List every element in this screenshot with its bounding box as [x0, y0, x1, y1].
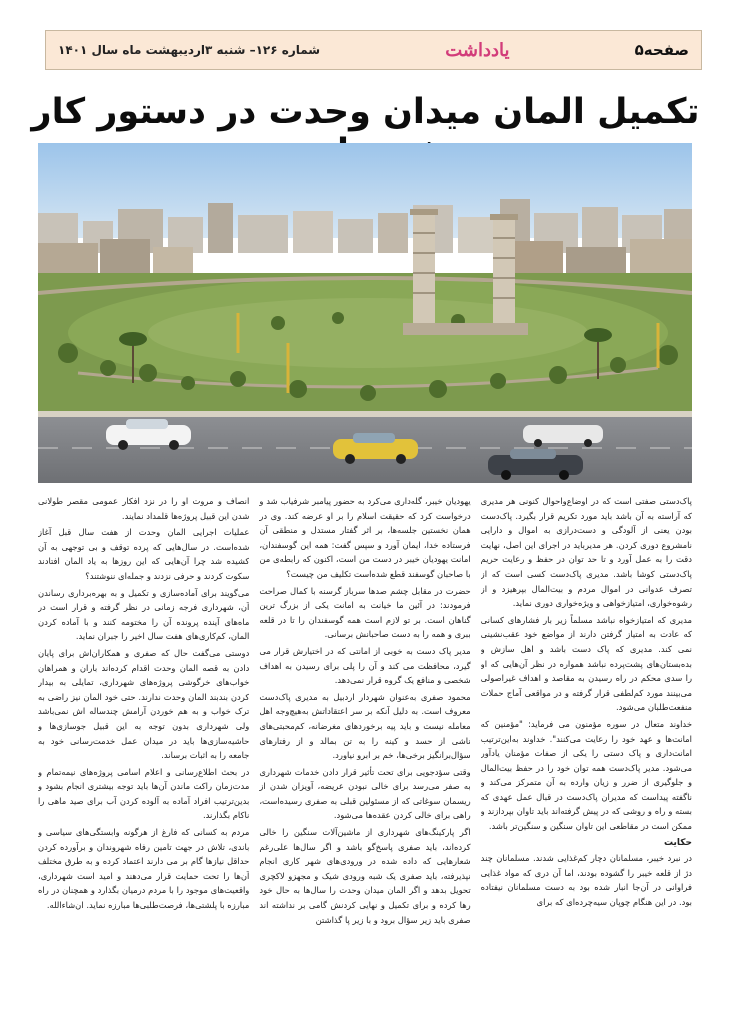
article-column-1 — [481, 494, 692, 1012]
article-subheading: حکایت — [663, 837, 692, 848]
page-number: صفحه۵ — [634, 41, 689, 59]
article-paragraph: حضرت در مقابل چشم صدها سرباز گرسنه با کمال صراحت فرمودند: در آئین ما خیانت به امانت یکی از بزرگ ترین گناهان است. بر تو لازم است همه گوسفندان را تا در قلعه ببری و همه را به دست صاحبانش برسانی. — [259, 585, 471, 640]
city-square-photo — [38, 143, 692, 483]
article-paragraph: مردم به کسانی که فارغ از هرگونه وابستگی‌های سیاسی و باندی، تلاش در جهت تامین رفاه شهروندان و برآورده کردن حداقل نیازها گام بر می دارند اعتماد کرده و به طرق مختلف آن‌ها را تحت حمایت قرار می‌دهند و امید است شهرداری، واقعیت‌های موجود را با مردم درمیان بگذارد و همچنان در راه مبارزه با پلشتی‌ها، فرصت‌طلبی‌ها مبارزه نماید. ان‌شاءالله. — [38, 827, 250, 911]
page-header — [45, 30, 702, 70]
article-paragraph: خداوند متعال در سوره مؤمنون می فرماید: "مؤمنین که امانت‌ها و عهد خود را رعایت می‌کنند". خداوند به‌این‌ترتیب امانت‌داری و پاک دستی را یکی از صفات مؤمنان یادآور می‌شود. مدیر پاک‌دست همه توان خود را در حفظ بیت‌المال و جلوگیری از ضرر و زیان وارده به آن متمرکز می‌کند و ناگفته پیداست که مدیران پاک‌دست در قبال عمل عهدی که بسته و راه و روشی که در پیش گرفته‌اند باید تاوان بپردازند و ممکن است در مقاطعی این تاوان سنگین و سنگین‌تر باشد. — [480, 718, 692, 832]
article-paragraph: مدیر پاک دست به خوبی از امانتی که در اختیارش قرار می گیرد، محافظت می کند و آن را پلی برای رسیدن به اهداف شخصی و منافع یک گروه قرار نمی‌دهد. — [259, 645, 471, 686]
article-paragraph: مدیری که امتیازخواه نباشد مسلماً زیر بار فشارهای کسانی که عادت به امتیاز گرفتن دارند از مواضع خود عقب‌نشینی نمی کند. مدیری که پاک دست باشد و اهل سازش و بده‌بستان‌های پشت‌پرده نباشد همواره در نظر آن‌هایی که او را سدی محکم در راه رسیدن به مقاصد و اهداف غیراصولی می‌بینند مورد کم‌لطفی قرار گرفته و در مواقعی آماج حملات منفعت‌طلبان می‌شود. — [480, 614, 692, 713]
article-body — [38, 494, 692, 1012]
headline: تکمیل المان میدان وحدت در دستور کار — [31, 92, 700, 132]
article-paragraph: در بحث اطلاع‌رسانی و اعلام اسامی پروژه‌های نیمه‌تمام و مدت‌زمان راکت ماندن آن‌ها باید توجه بیشتری انجام بشود و بدین‌ترتیب افراد آماده به آلوده کردن آب برای صید ماهی را ناکام بگذارند. — [38, 766, 250, 821]
article-paragraph: در نبرد خیبر، مسلمانان دچار کم‌غذایی شدند. مسلمانان چند دژ از قلعه خیبر را گشوده بودند، اما آن دری که مواد غذایی فراوانی در آن‌جا انبار شده بود به دست مسلمانان نیفتاده بود. در این هنگام چوپان سیه‌چرده‌ای که برای — [480, 853, 692, 908]
article-column-3 — [38, 494, 249, 1012]
article-paragraph: پاک‌دستی صفتی است که در اوضاع‌واحوال کنونی هر مدیری که آراسته به آن باشد باید مورد تکریم قرار بگیرد. پاک‌دست بودن یعنی از آلودگی و دست‌درازی به اموال و دارایی نامشروع دوری کردن. هر مدیرباید در اجرای این اصل، نهایت دقت را به عمل آورد و تا حد توان در حفظ و رعایت حریم پاک‌دستی کوشا باشد. مدیری پاک‌دست کسی است که از تصرف عدوانی در اموال مردم و بیت‌المال بپرهیزد و از رشوه‌خواری، امتیازخواهی و ویژه‌خواری دوری نماید. — [480, 496, 692, 609]
article-paragraph: دوستی می‌گفت حال که صفری و همکاران‌اش برای پایان دادن به قصه المان وحدت اقدام کرده‌اند باران و همراهان خواب‌های خرگوشی پروژه‌های شهرداری، تمایلی به بیدار کردن بندبند المان وحدت ندارند. حتی خود المان نیز راضی به ترک خواب و به هم خوردن آرامش چندساله اش نمی‌باشد ولی شهرداری بدون توجه به این قبیل جوسازی‌ها و حاشیه‌سازی‌ها باید در میدان عمل خدمت‌رسانی خود به جامعه را به اثبات برساند. — [38, 647, 250, 761]
issue-info: شماره ۱۲۶– شنبه ۳اردیبهشت ماه سال ۱۴۰۱ — [58, 43, 321, 57]
article-paragraph: محمود صفری به‌عنوان شهردار اردبیل به مدیری پاک‌دست معروف است. به دلیل آنکه بر سر اعتقاداتش به‌هیچ‌وجه اهل معامله نیست و باید پیه برخوردهای مغرضانه، کم‌محبتی‌های ناشی از حسد و کینه را به تن بمالد و از رفتارهای سؤال‌برانگیز برخی‌ها، خم بر ابرو نیاورد. — [259, 691, 471, 761]
article-column-2 — [259, 494, 470, 1012]
article-paragraph: انصاف و مروت او را در نزد افکار عمومی مقصر طولانی شدن این قبیل پروژه‌ها قلمداد نمایند. — [38, 496, 250, 521]
article-paragraph: عملیات اجرایی المان وحدت از هفت سال قبل آغاز شده‌است. در سال‌هایی که پرده توقف و بی توجهی به آن کشیده شد چرا آن‌هایی که این روزها به یاد المان افتادند سکوت کردند و حرفی نزدند و جمله‌ای ننوشتند؟ — [38, 527, 250, 581]
article-paragraph: اگر پارکینگ‌های شهرداری از ماشین‌آلات سنگین را خالی کرده‌اند، باید صفری پاسخ‌گو باشد و اگر سال‌ها علی‌رغم شعارهایی که داده شده در ورودی‌های شهر کاری انجام نپذیرفته، باید صفری یک شبه ورودی شیک و مجهزو لاکچری تحویل بدهد و اگر المان میدان وحدت را سال‌ها به حال خود رها کرده و برای تکمیل و نهایی کردنش گامی بر نداشته اند صفری باید زیر سؤال برود و با زیر پا گذاشتن — [259, 827, 471, 925]
article-paragraph: وقتی سؤدجویی برای تحت تأثیر قرار دادن خدمات شهرداری به صفر می‌رسد برای خالی نبودن عریضه، آویزان شدن از ریسمان سوغاتی که از مسئولین قبلی به صفری رسیده‌است، راهی برای خالی کردن عقده‌ها می‌شود. — [259, 766, 471, 821]
section-title: یادداشت — [445, 39, 510, 61]
article-paragraph: می‌گویند برای آماده‌سازی و تکمیل و به بهره‌برداری رساندن آن، شهرداری فرجه زمانی در نظر گرفته و قرار است در ماه‌های آینده پرونده آن را مختومه کنند و با آماده کردن المان، کم‌کاری‌های هفت سال اخیر را جبران نماید. — [38, 587, 250, 642]
article-paragraph: یهودیان خیبر، گله‌داری می‌کرد به حضور پیامبر شرفیاب شد و درخواست کرد که حقیقت اسلام را بر او عرضه کند. وی در همان نخستین جلسه‌ها، بر اثر گفتار مستدل و منطقی آن فرستاده خدا، ایمان آورد و سپس گفت: همه این گوسفندان، امانت یهودیان خیبر در دست من است، اکنون که رابطه‌ی من با صاحبان گوسفند قطع شده‌است تکلیف من چیست؟ — [259, 496, 471, 579]
